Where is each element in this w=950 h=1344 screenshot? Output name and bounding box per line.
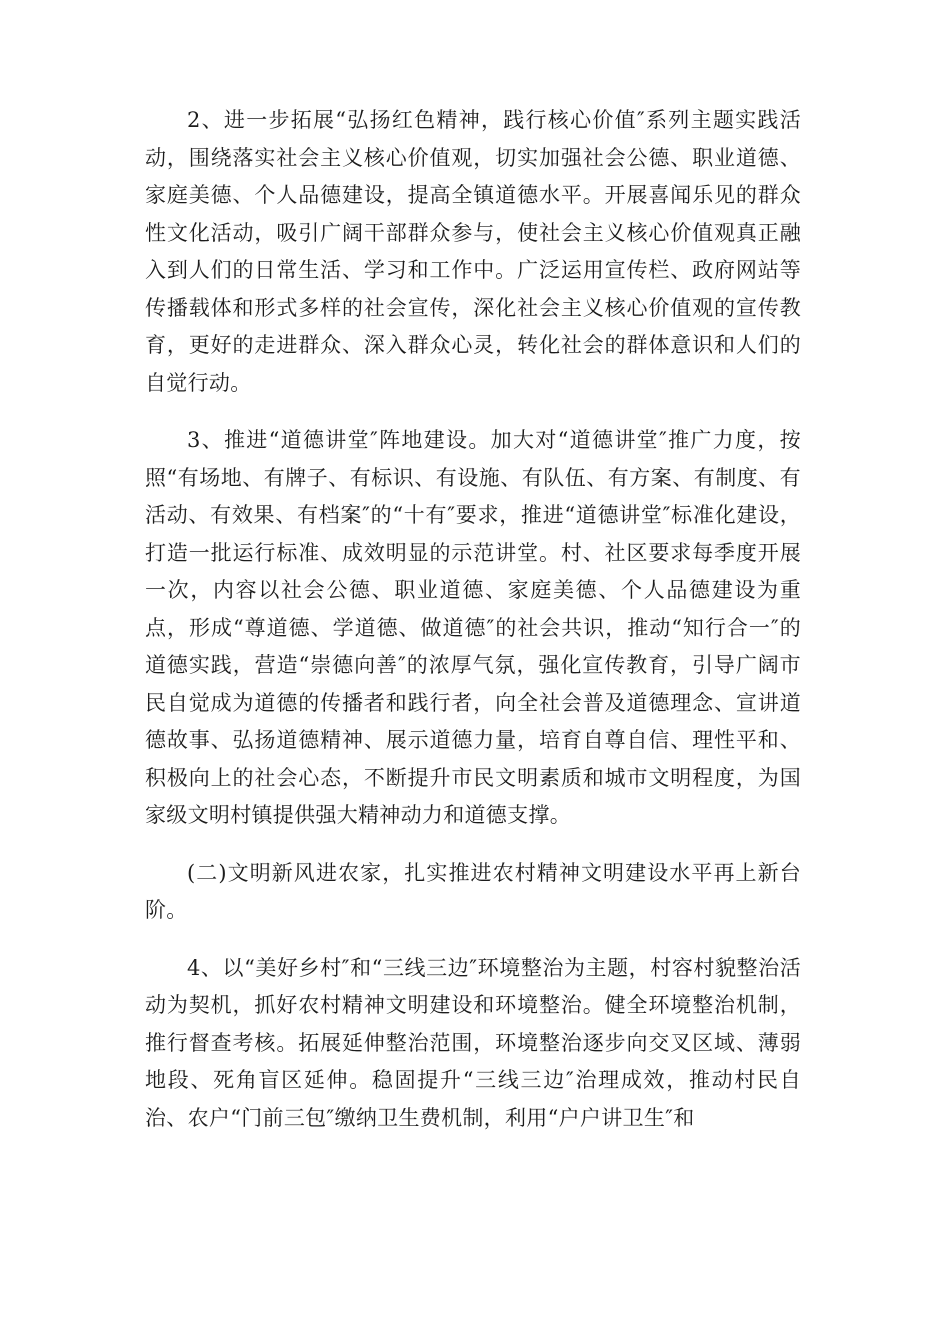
paragraph-2: 2、进一步拓展“弘扬红色精神，践行核心价值″系列主题实践活动，围绕落实社会主义核心价值观，切实加强社会公德、职业道德、家庭美德、个人品德建设，提高全镇道德水平。开展喜闻乐见的群众性文化活动，吸引广阔干部群众参与，使社会主义核心价值观真正融入到人们的日常生活、学习和工作中。广泛运用宣传栏、政府网站等传播载体和形式多样的社会宣传，深化社会主义核心价值观的宣传教育，更好的走进群众、深入群众心灵，转化社会的群体意识和人们的自觉行动。 bbox=[145, 108, 801, 395]
section-heading-2: (二)文明新风进农家，扎实推进农村精神文明建设水平再上新台阶。 bbox=[145, 860, 801, 922]
document-body bbox=[145, 102, 801, 1157]
paragraph-4: 4、以“美好乡村″和“三线三边″环境整治为主题，村容村貌整治活动为契机，抓好农村精神文明建设和环境整治。健全环境整治机制，推行督查考核。拓展延伸整治范围，环境整治逐步向交叉区域、薄弱地段、死角盲区延伸。稳固提升“三线三边″治理成效，推动村民自治、农户“门前三包″缴纳卫生费机制，利用“户户讲卫生″和 bbox=[145, 955, 801, 1130]
paragraph-3: 3、推进“道德讲堂″阵地建设。加大对“道德讲堂″推广力度，按照“有场地、有牌子、有标识、有设施、有队伍、有方案、有制度、有活动、有效果、有档案″的“十有″要求，推进“道德讲堂″标准化建设，打造一批运行标准、成效明显的示范讲堂。村、社区要求每季度开展一次，内容以社会公德、职业道德、家庭美德、个人品德建设为重点，形成“尊道德、学道德、做道德″的社会共识，推动“知行合一″的道德实践，营造“崇德向善″的浓厚气氛，强化宣传教育，引导广阔市民自觉成为道德的传播者和践行者，向全社会普及道德理念、宣讲道德故事、弘扬道德精神、展示道德力量，培育自尊自信、理性平和、积极向上的社会心态，不断提升市民文明素质和城市文明程度，为国家级文明村镇提供强大精神动力和道德支撑。 bbox=[145, 428, 801, 827]
